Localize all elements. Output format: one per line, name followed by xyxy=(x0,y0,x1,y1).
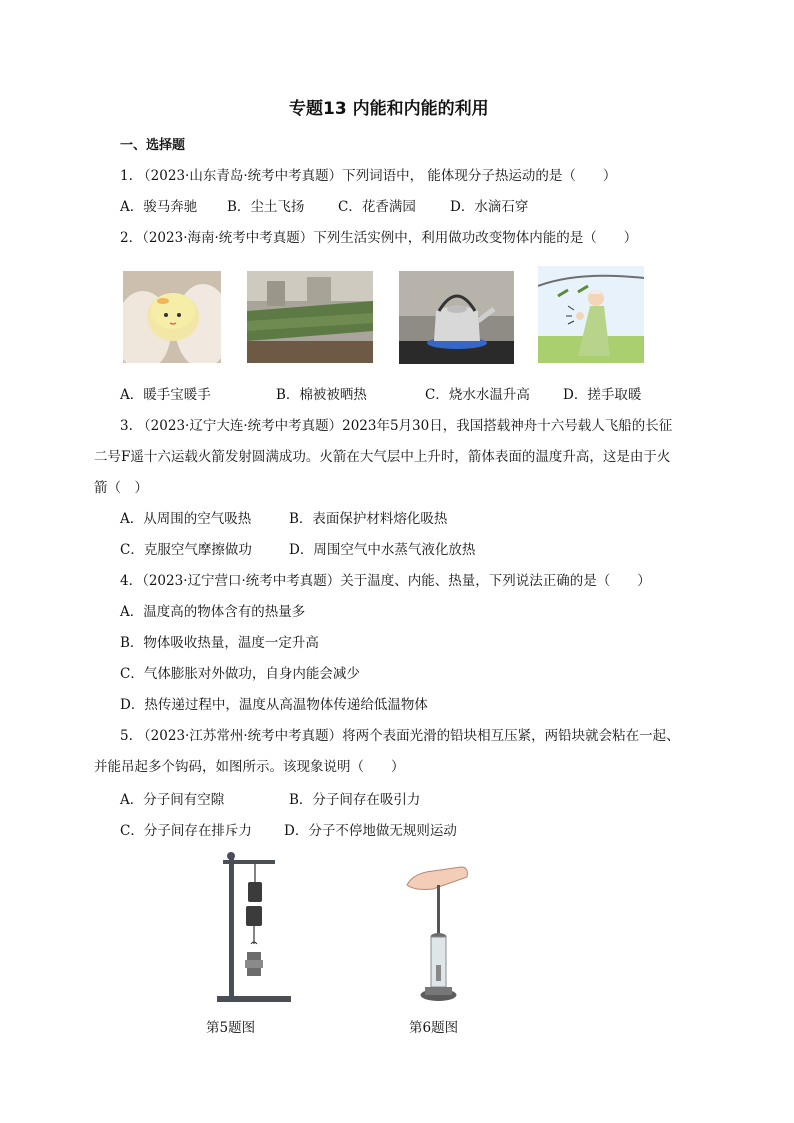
question-1-option-c: C．花香满园 xyxy=(338,199,416,215)
question-1-stem: 1. （2023·山东青岛·统考中考真题）下列词语中， 能体现分子热运动的是（ ） xyxy=(120,168,617,184)
question-4-stem: 4．（2023·辽宁营口·统考中考真题）关于温度、内能、热量，下列说法正确的是（ ） xyxy=(120,573,651,589)
question-5-stem-line2: 并能吊起多个钩码，如图所示。该现象说明（ ） xyxy=(94,759,405,775)
question-2-option-b: B．棉被被晒热 xyxy=(276,387,367,403)
question-1-option-b: B．尘土飞扬 xyxy=(227,199,305,215)
hand-warmer-image xyxy=(123,271,221,363)
question-5-stem-line1: 5. （2023·江苏常州·统考中考真题）将两个表面光滑的铅块相互压紧，两铅块就会粘在一起、 xyxy=(120,728,680,744)
figure-6-caption: 第6题图 xyxy=(409,1020,459,1036)
question-2-option-d: D．搓手取暖 xyxy=(563,387,642,403)
question-3-stem-line3: 箭（ ） xyxy=(94,480,148,496)
kettle-image xyxy=(399,271,514,364)
question-5-option-b: B．分子间存在吸引力 xyxy=(289,792,421,808)
lead-blocks-stand-figure xyxy=(215,848,295,1004)
question-3-option-c: C．克服空气摩擦做功 xyxy=(120,542,252,558)
question-2-stem: 2．（2023·海南·统考中考真题）下列生活实例中，利用做功改变物体内能的是（ ） xyxy=(120,230,638,246)
question-5-option-d: D．分子不停地做无规则运动 xyxy=(284,823,457,839)
question-3-stem-line2: 二号F遥十六运载火箭发射圆满成功。火箭在大气层中上升时，箭体表面的温度升高，这是由于火 xyxy=(94,449,671,465)
quilt-sunning-image xyxy=(247,271,373,363)
rubbing-hands-image xyxy=(538,266,644,363)
section-heading: 一、选择题 xyxy=(120,138,186,153)
question-2-option-a: A．暖手宝暖手 xyxy=(120,387,211,403)
question-2-option-c: C．烧水水温升高 xyxy=(425,387,530,403)
question-4-option-d: D．热传递过程中，温度从高温物体传递给低温物体 xyxy=(120,697,428,713)
question-3-option-d: D．周围空气中水蒸气液化放热 xyxy=(289,542,476,558)
question-3-option-b: B．表面保护材料熔化吸热 xyxy=(289,511,448,527)
question-1-option-d: D．水滴石穿 xyxy=(450,199,529,215)
page-title: 专题13 内能和内能的利用 xyxy=(289,99,489,119)
question-3-stem-line1: 3. （2023·辽宁大连·统考中考真题）2023年5月30日，我国搭载神舟十六号载人飞船的长征 xyxy=(120,418,673,434)
question-3-option-a: A．从周围的空气吸热 xyxy=(120,511,252,527)
question-5-option-c: C．分子间存在排斥力 xyxy=(120,823,252,839)
question-4-option-b: B．物体吸收热量，温度一定升高 xyxy=(120,635,319,651)
question-5-option-a: A．分子间有空隙 xyxy=(120,792,225,808)
question-4-option-c: C．气体膨胀对外做功，自身内能会减少 xyxy=(120,666,360,682)
question-1-option-a: A．骏马奔驰 xyxy=(120,199,198,215)
figure-5-caption: 第5题图 xyxy=(206,1020,256,1036)
question-4-option-a: A．温度高的物体含有的热量多 xyxy=(120,604,306,620)
air-compression-syringe-figure xyxy=(403,855,473,1005)
